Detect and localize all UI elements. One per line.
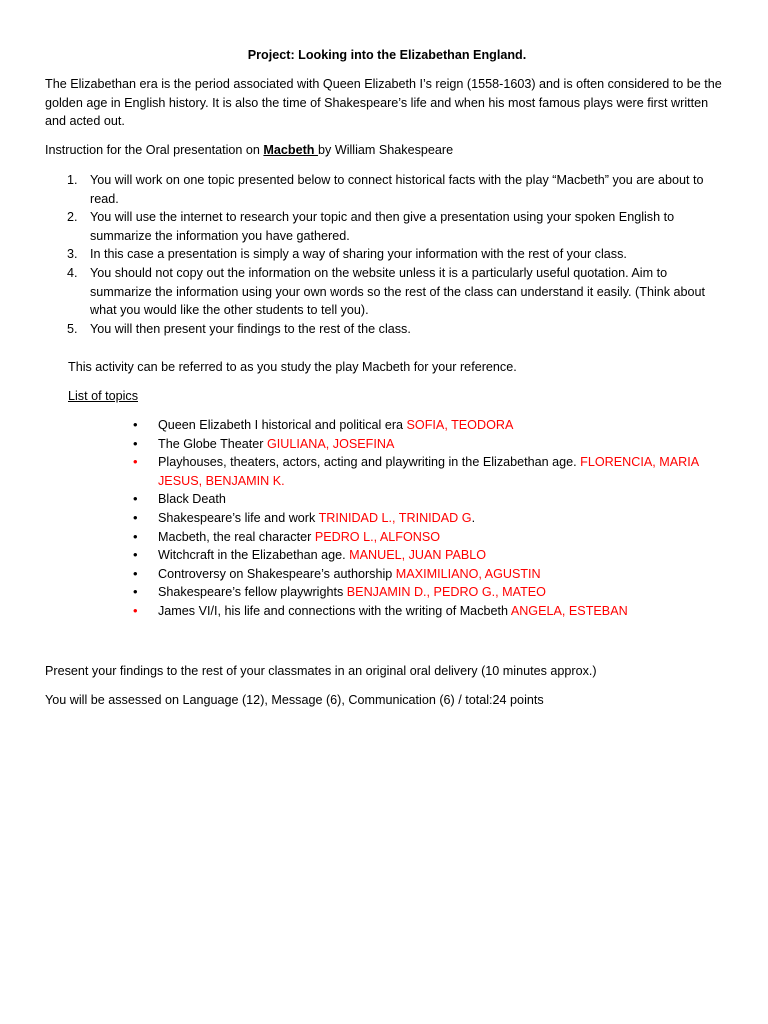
instruction-prefix: Instruction for the Oral presentation on	[45, 143, 264, 157]
topic-text: Shakespeare’s fellow playwrights	[158, 585, 347, 600]
step-number: 3.	[67, 247, 78, 262]
bullet-icon: •	[133, 602, 138, 618]
student-names: ANGELA, ESTEBAN	[510, 603, 628, 618]
topic-text: Macbeth, the real character	[158, 529, 315, 544]
topic-text: Controversy on Shakespeare’s authorship	[158, 566, 396, 581]
student-names: MANUEL, JUAN PABLO	[349, 548, 487, 563]
topic-text: Black Death	[158, 492, 226, 507]
bullet-icon: •	[133, 528, 138, 544]
topic-text: Shakespeare’s life and work	[158, 510, 319, 525]
list-item	[45, 171, 729, 208]
bullet-icon: •	[133, 584, 138, 600]
list-item	[45, 490, 729, 509]
topics-heading: List of topics	[68, 389, 138, 403]
assessment-criteria: You will be assessed on Language (12), Message (6), Communication (6) / total:24 points	[45, 693, 544, 707]
document-title: Project: Looking into the Elizabethan England.	[247, 48, 527, 62]
list-item	[45, 320, 729, 339]
student-names: PEDRO L., ALFONSO	[314, 529, 441, 544]
presentation-instruction: Present your findings to the rest of your classmates in an original oral delivery (10 minutes approx.)	[45, 664, 597, 678]
list-item	[45, 602, 729, 621]
instruction-line	[45, 141, 729, 160]
list-item	[45, 416, 729, 435]
list-item	[45, 435, 729, 454]
step-number: 1.	[67, 173, 78, 187]
bullet-icon: •	[133, 509, 138, 525]
student-names: TRINIDAD L., TRINIDAD G	[318, 510, 472, 525]
list-item	[45, 565, 729, 584]
topic-suffix: .	[471, 510, 476, 525]
list-item	[45, 546, 729, 565]
student-names: FLORENCIA, MARIA JESUS, BENJAMIN K.	[158, 455, 699, 488]
list-item	[45, 245, 729, 264]
student-names: SOFIA, TEODORA	[406, 418, 514, 432]
book-title: Macbeth	[263, 143, 319, 157]
bullet-icon: •	[133, 417, 138, 432]
topic-text: Playhouses, theaters, actors, acting and playwriting in the Elizabethan age.	[158, 455, 581, 470]
step-text: You will work on one topic presented below to connect historical facts with the play “Macbeth” you are about to read.	[90, 173, 704, 206]
topic-text: James VI/I, his life and connections with the writing of Macbeth	[158, 603, 511, 618]
topic-text: Witchcraft in the Elizabethan age.	[158, 548, 350, 563]
list-item	[45, 528, 729, 547]
step-text: You will then present your findings to the rest of the class.	[90, 321, 411, 336]
instruction-suffix: by William Shakespeare	[318, 143, 454, 157]
bullet-icon: •	[133, 547, 138, 563]
step-text: You will use the internet to research your topic and then give a presentation using your spoken English to summarize the information you have gathered.	[90, 210, 675, 243]
bullet-icon: •	[133, 565, 138, 581]
step-text: You should not copy out the information on the website unless it is a particularly useful quotation. Aim to summarize the information using your own words so the rest of the class can understand it easily. (Think about what you would like the other students to tell you).	[90, 265, 706, 318]
topic-text: The Globe Theater	[158, 436, 267, 451]
instruction-steps-list	[45, 171, 729, 338]
student-names: MAXIMILIANO, AGUSTIN	[395, 566, 541, 581]
reference-note: This activity can be referred to as you study the play Macbeth for your reference.	[68, 360, 517, 374]
bullet-icon: •	[133, 454, 138, 470]
student-names: BENJAMIN D., PEDRO G., MATEO	[346, 585, 546, 600]
topic-text: Queen Elizabeth I historical and political era	[158, 418, 407, 432]
student-names: GIULIANA, JOSEFINA	[266, 436, 395, 451]
list-item	[45, 208, 729, 245]
step-number: 4.	[67, 265, 78, 280]
list-item	[45, 583, 729, 602]
list-item	[45, 509, 729, 528]
topics-list	[45, 416, 729, 621]
step-text: In this case a presentation is simply a way of sharing your information with the rest of your class.	[90, 247, 627, 262]
step-number: 2.	[67, 210, 78, 225]
step-number: 5.	[67, 321, 78, 336]
bullet-icon: •	[133, 491, 138, 507]
bullet-icon: •	[133, 435, 138, 451]
intro-paragraph: The Elizabethan era is the period associated with Queen Elizabeth I’s reign (1558-1603) and is often considered to be the golden age in English history. It is also the time of Shakespeare’s life and when his most famous plays were first written and acted out.	[45, 77, 722, 129]
list-item	[45, 453, 729, 490]
list-item	[45, 264, 729, 320]
